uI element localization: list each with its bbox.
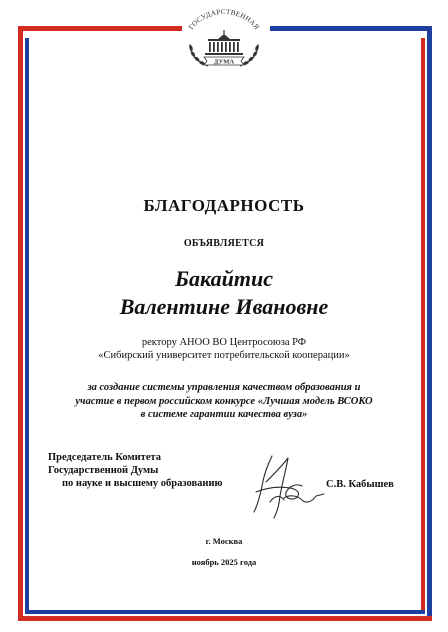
issue-city: г. Москва (205, 536, 243, 546)
issue-date: ноябрь 2025 года (191, 557, 257, 567)
signatory-title-line2: Государственной Думы (48, 465, 159, 476)
frame-right-red-stripe (421, 38, 425, 614)
recipient-given-names: Валентине Ивановне (119, 294, 329, 319)
signatory-name: С.В. Кабышев (326, 479, 394, 490)
certificate-title: БЛАГОДАРНОСТЬ (143, 196, 305, 215)
signatory-title-line3: по науке и высшему образованию (62, 478, 223, 489)
state-duma-emblem (180, 8, 268, 72)
award-reason-line2: участие в первом российском конкурсе «Лучшая модель ВСОКО (75, 395, 373, 407)
frame-bottom-blue-stripe (25, 610, 425, 614)
award-reason (40, 381, 408, 422)
award-reason-line3: в системе гарантии качества вуза» (140, 409, 308, 420)
signatory-title (48, 451, 258, 490)
frame-bottom-red-stripe (18, 616, 432, 621)
frame-left-red-stripe (18, 26, 23, 621)
recipient-position-line1: ректору АНОО ВО Центросоюза РФ (141, 337, 307, 348)
signatory-title-line1: Председатель Комитета (48, 452, 162, 463)
tricolor-frame (18, 26, 432, 621)
frame-top-blue-stripe (270, 26, 432, 31)
announcement-text: ОБЪЯВЛЯЕТСЯ (183, 238, 265, 249)
emblem-arc-text: ГОСУДАРСТВЕННАЯ (187, 8, 261, 32)
emblem-banner-text: ДУМА (213, 58, 235, 66)
svg-text:ГОСУДАРСТВЕННАЯ (187, 8, 261, 31)
frame-right-blue-stripe (427, 26, 432, 621)
handwritten-signature (244, 452, 328, 522)
recipient-surname: Бакайтис (175, 266, 273, 291)
award-reason-line1: за создание системы управления качеством образования и (87, 382, 361, 393)
recipient-position-line2: «Сибирский университет потребительской кооперации» (98, 350, 350, 361)
frame-top-red-stripe (18, 26, 182, 31)
frame-left-blue-stripe (25, 38, 29, 614)
